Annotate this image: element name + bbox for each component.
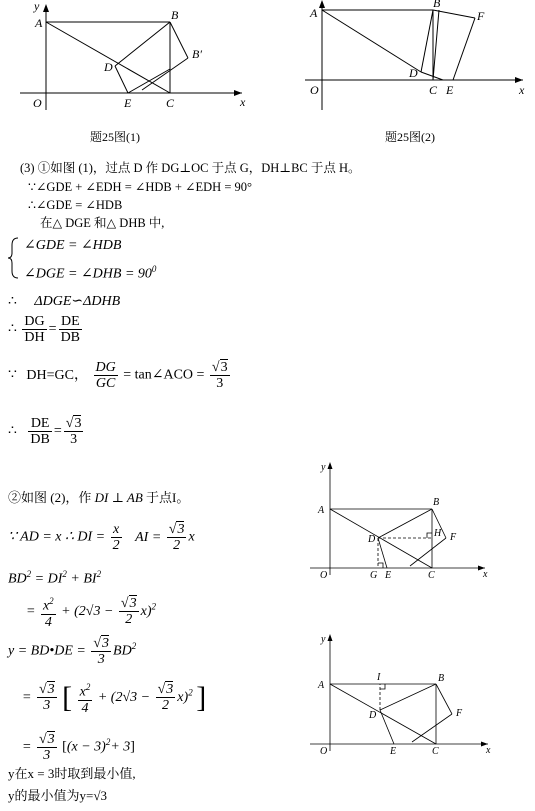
tan-line	[8, 360, 232, 391]
fraction-sqrt3-3-b	[64, 416, 84, 447]
fig2-label-C: C	[429, 83, 438, 97]
system-eq-2-text: ∠DGE = ∠DHB = 90	[24, 266, 152, 282]
ai-expr: AI =	[135, 529, 162, 545]
fraction-den: 4	[44, 614, 52, 630]
fraction-den: DH	[24, 330, 45, 345]
figure-4-diagram	[310, 630, 500, 755]
fig4-label-D: D	[369, 710, 377, 721]
vertex-square: (x − 3)	[66, 739, 106, 755]
x-close: x)	[140, 604, 152, 620]
fig3-label-x: x	[483, 569, 488, 580]
figure-1-diagram	[20, 0, 250, 115]
fig1-label-O: O	[33, 96, 42, 110]
fraction-x2-4	[41, 594, 56, 630]
fig2-label-F: F	[477, 9, 485, 23]
fraction-den: 3	[43, 748, 51, 763]
fraction-dg-gc	[94, 360, 118, 391]
fraction-num	[78, 680, 93, 701]
plus-expr: + (2√3 −	[97, 690, 151, 706]
result-line	[8, 416, 85, 447]
bd-expansion-line	[26, 594, 156, 630]
figure-2-caption: 题25图(2)	[385, 130, 435, 144]
fraction-den: 4	[81, 700, 89, 716]
fraction-den: 3	[216, 376, 224, 391]
fraction-sqrt3-3-e	[37, 732, 57, 763]
fig4-label-E: E	[390, 746, 397, 757]
equals-sign: =	[22, 739, 32, 755]
fig3-label-H: H	[434, 528, 442, 539]
fig3-label-B: B	[433, 497, 440, 508]
fraction-den: 3	[97, 652, 105, 667]
square: 2	[26, 569, 32, 579]
fig4-label-B: B	[438, 673, 445, 684]
fraction-den: 2	[173, 538, 181, 553]
fig4-label-I: I	[377, 672, 381, 683]
fraction-num: DE	[28, 416, 51, 432]
fraction-den: DB	[30, 432, 50, 447]
y-vertex-line	[22, 732, 135, 763]
fig4-label-A: A	[318, 680, 325, 691]
left-bracket: [	[62, 739, 67, 755]
fraction-sqrt3-2-b	[119, 596, 139, 627]
fraction-den: 3	[70, 432, 78, 447]
fig4-label-C: C	[432, 746, 439, 757]
fraction-den: 2	[161, 698, 169, 714]
therefore-symbol-3: ∴	[8, 423, 17, 439]
fraction-de-db	[59, 314, 82, 345]
ad-di-ai-line	[8, 522, 195, 553]
fraction-num: √3	[211, 360, 228, 375]
fig1-label-A: A	[35, 16, 43, 30]
fig3-label-G: G	[370, 570, 378, 581]
plus-expr: + (2√3 −	[61, 604, 114, 620]
left-bracket: [	[62, 680, 73, 714]
part2-intro-end: 于点I。	[142, 490, 190, 505]
fig1-label-y: y	[34, 0, 40, 13]
fraction-sqrt3-3	[210, 360, 230, 391]
fraction-sqrt3-3-c	[91, 636, 111, 667]
fraction-num	[41, 594, 56, 615]
system-eq-1: ∠GDE = ∠HDB	[24, 238, 122, 253]
fraction-num: √3	[93, 636, 110, 651]
x-term: x	[79, 684, 86, 700]
fraction-sqrt3-2	[167, 522, 187, 553]
part2-line-1	[8, 490, 189, 506]
min-at-line: y在x = 3时取到最小值,	[8, 766, 136, 781]
equals-sign: =	[48, 321, 57, 337]
x-close: x)	[177, 690, 189, 706]
fig1-label-B: B	[171, 8, 179, 22]
perpendicular-expr: DI ⊥ AB	[94, 490, 143, 505]
fig2-label-B: B	[433, 0, 441, 10]
similar-statement: ΔDGE∽ΔDHB	[34, 294, 121, 309]
sqrt-radicand: 3	[74, 416, 82, 431]
fig1-label-B-prime: B′	[192, 47, 202, 61]
fraction-num: √3	[65, 416, 82, 431]
square: 2	[188, 687, 193, 698]
bi-term: + BI	[70, 571, 97, 587]
system-brace	[8, 237, 20, 279]
sqrt-radicand: 3	[47, 682, 55, 698]
because-symbol: ∵	[8, 367, 17, 383]
square: 2	[131, 641, 137, 652]
sqrt-radicand: 3	[47, 732, 55, 747]
fig4-label-y: y	[321, 634, 326, 645]
square: 2	[96, 569, 102, 579]
part3-line-4: 在△ DGE 和△ DHB 中,	[40, 216, 165, 230]
fraction-num: √3	[38, 732, 55, 747]
fraction-den: 2	[125, 612, 133, 628]
figure-1-caption: 题25图(1)	[90, 130, 140, 144]
fraction-x-2	[111, 522, 122, 553]
part3-line-3: ∴∠GDE = ∠HDB	[28, 198, 123, 212]
fraction-num: √3	[120, 596, 137, 612]
therefore-symbol: ∴	[8, 294, 17, 309]
fig1-label-D: D	[104, 60, 113, 74]
ai-x: x	[188, 529, 195, 545]
fraction-num: DE	[59, 314, 82, 330]
sqrt-radicand: 3	[166, 682, 174, 698]
vertex-plus: + 3	[110, 739, 131, 755]
fig3-label-E: E	[385, 570, 392, 581]
fig3-label-O: O	[320, 570, 328, 581]
fraction-sqrt3-3-d	[37, 682, 57, 713]
y-product-line	[8, 636, 136, 667]
fig1-label-C: C	[166, 96, 175, 110]
fraction-num: √3	[157, 682, 174, 698]
tan-expression: = tan∠ACO =	[123, 367, 205, 383]
sqrt-radicand: 3	[129, 596, 137, 612]
fraction-num: √3	[38, 682, 55, 698]
square: 2	[49, 596, 54, 606]
sqrt-radicand: 3	[102, 636, 110, 651]
fraction-de-db-2	[28, 416, 51, 447]
fraction-den: 2	[112, 538, 120, 553]
y-expanded-line	[22, 680, 206, 716]
bd-term: BD	[113, 643, 132, 659]
sqrt-radicand: 3	[220, 360, 228, 375]
fig3-label-D: D	[368, 534, 376, 545]
part2-intro: ②如图 (2)，作	[8, 490, 95, 505]
fraction-den: GC	[95, 376, 116, 391]
fig2-label-A: A	[310, 6, 318, 20]
fraction-dg-dh	[22, 314, 46, 345]
fraction-num: x	[111, 522, 122, 538]
system-eq-2-degree: 0	[151, 264, 157, 274]
square: 2	[151, 601, 156, 612]
figure-3-diagram	[310, 460, 500, 580]
fig3-label-F: F	[450, 532, 457, 543]
fraction-den: 3	[43, 698, 51, 714]
therefore-symbol-2: ∴	[8, 321, 17, 337]
fraction-x2-4-b	[78, 680, 93, 716]
fig3-label-C: C	[428, 570, 435, 581]
equals-sign: =	[22, 690, 32, 706]
square: 2	[85, 682, 91, 692]
fraction-num: √3	[168, 522, 185, 537]
system-eq-2	[24, 261, 156, 283]
fraction-sqrt3-2-c	[156, 682, 176, 713]
part3-line-1: (3) ①如图 (1)，过点 D 作 DG⊥OC 于点 G，DH⊥BC 于点 H。	[20, 161, 361, 175]
fraction-num: DG	[24, 314, 45, 329]
y-expr: y = BD•DE =	[8, 643, 86, 659]
ratio-line	[8, 314, 84, 345]
figure-2-diagram	[305, 0, 535, 115]
di-term: = DI	[34, 571, 63, 587]
fig1-label-x: x	[240, 95, 246, 109]
fraction-den: DB	[60, 330, 81, 345]
right-bracket: ]	[196, 680, 207, 714]
fig2-label-E: E	[446, 83, 454, 97]
right-bracket: ]	[130, 739, 135, 755]
square: 2	[105, 737, 111, 748]
part3-line-2: ∵∠GDE + ∠EDH = ∠HDB + ∠EDH = 90°	[28, 180, 253, 194]
fig4-label-F: F	[456, 708, 463, 719]
equals-sign-2: =	[53, 423, 62, 439]
fig3-label-A: A	[318, 505, 325, 516]
fig4-label-O: O	[320, 746, 328, 757]
bd-term: BD	[8, 571, 27, 587]
fig2-label-D: D	[409, 66, 418, 80]
fig2-label-O: O	[310, 83, 319, 97]
min-value-line: y的最小值为y=√3	[8, 788, 107, 803]
ad-di-expr: ∵ AD = x ∴ DI =	[8, 529, 106, 545]
fig2-label-x: x	[519, 83, 525, 97]
x-term: x	[42, 598, 50, 614]
sqrt-radicand: 3	[177, 522, 185, 537]
fig3-label-y: y	[321, 462, 326, 473]
square: 2	[62, 569, 67, 579]
fig1-label-E: E	[124, 96, 132, 110]
dh-equals-gc: DH=GC，	[26, 367, 88, 383]
bd-squared-line	[8, 566, 101, 588]
similar-line	[8, 294, 120, 310]
fig4-label-x: x	[486, 745, 491, 756]
equals-sign: =	[26, 604, 36, 620]
fraction-num: DG	[95, 360, 116, 375]
